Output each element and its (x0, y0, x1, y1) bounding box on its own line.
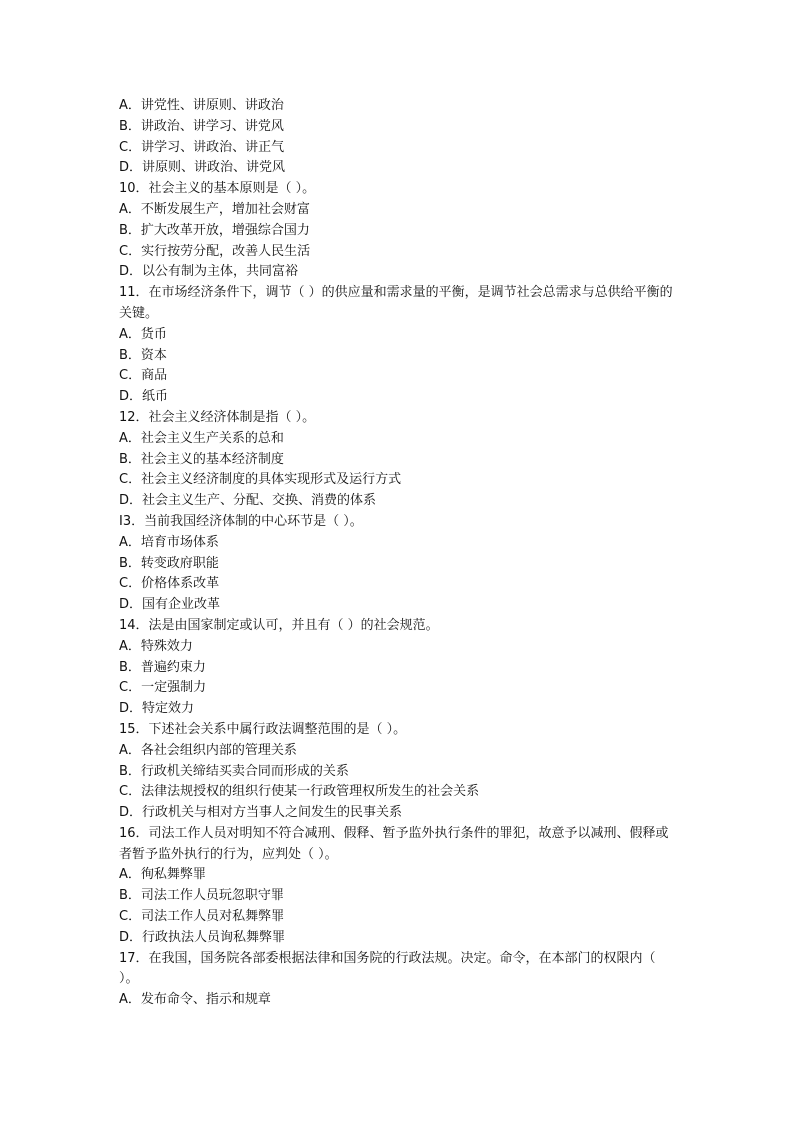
question-13: I3．当前我国经济体制的中心环节是（ ）。 (119, 513, 363, 529)
option-line: A．特殊效力 (119, 638, 193, 654)
option-line: D．社会主义生产、分配、交换、消费的体系 (119, 493, 377, 509)
option-line: B．转变政府职能 (119, 555, 219, 571)
option-line: C．讲学习、讲政治、讲正气 (119, 139, 285, 155)
option-line: C．一定强制力 (119, 680, 207, 696)
option-line: A．发布命令、指示和规章 (119, 992, 271, 1008)
option-line: D．国有企业改革 (119, 597, 221, 613)
question-12: 12．社会主义经济体制是指（ ）。 (119, 409, 316, 425)
option-line: B．扩大改革开放，增强综合国力 (119, 222, 310, 238)
question-14: 14．法是由国家制定或认可，并且有（ ）的社会规范。 (119, 617, 439, 633)
option-line: C．实行按劳分配，改善人民生活 (119, 243, 311, 259)
option-line: D．行政执法人员询私舞弊罪 (119, 929, 286, 945)
option-line: B．司法工作人员玩忽职守罪 (119, 888, 284, 904)
option-line: B．讲政治、讲学习、讲党风 (119, 118, 284, 134)
option-line: B．行政机关缔结买卖合同而形成的关系 (119, 763, 349, 779)
question-17: 17．在我国，国务院各部委根据法律和国务院的行政法规。决定。命令，在本部门的权限内（ ）。 (119, 950, 656, 987)
option-line: C．社会主义经济制度的具体实现形式及运行方式 (119, 472, 402, 488)
option-line: A．货币 (119, 326, 167, 342)
option-line: B．社会主义的基本经济制度 (119, 451, 284, 467)
option-line: C．法律法规授权的组织行使某一行政管理权所发生的社会关系 (119, 784, 480, 800)
option-line: C．价格体系改革 (119, 576, 220, 592)
option-line: D．以公有制为主体，共同富裕 (119, 264, 299, 280)
option-line: A．各社会组织内部的管理关系 (119, 742, 297, 758)
option-line: A．讲党性、讲原则、讲政治 (119, 98, 284, 113)
option-line: B．资本 (119, 347, 167, 363)
option-line: B．普遍约束力 (119, 659, 206, 675)
option-line: A．培育市场体系 (119, 534, 219, 550)
option-line: C．司法工作人员对私舞弊罪 (119, 909, 285, 925)
question-text-body (119, 96, 679, 1011)
option-line: D．特定效力 (119, 701, 195, 717)
question-11: 11．在市场经济条件下，调节（ ）的供应量和需求量的平衡，是调节社会总需求与总供给平衡的关键。 (119, 285, 673, 321)
question-15: 15．下述社会关系中属行政法调整范围的是（ ）。 (119, 721, 407, 737)
option-line: A．徇私舞弊罪 (119, 867, 206, 883)
option-line: D．纸币 (119, 389, 169, 405)
question-10: 10．社会主义的基本原则是（ ）。 (119, 181, 316, 197)
option-line: A．不断发展生产，增加社会财富 (119, 201, 310, 217)
option-line: D．行政机关与相对方当事人之间发生的民事关系 (119, 805, 403, 821)
option-line: A．社会主义生产关系的总和 (119, 430, 284, 446)
question-16: 16．司法工作人员对明知不符合减刑、假释、暂予监外执行条件的罪犯，故意予以减刑、假释或者暂予监外执行的行为，应判处（ ）。 (119, 825, 669, 862)
option-line: D．讲原则、讲政治、讲党风 (119, 160, 286, 176)
option-line: C．商品 (119, 368, 168, 384)
